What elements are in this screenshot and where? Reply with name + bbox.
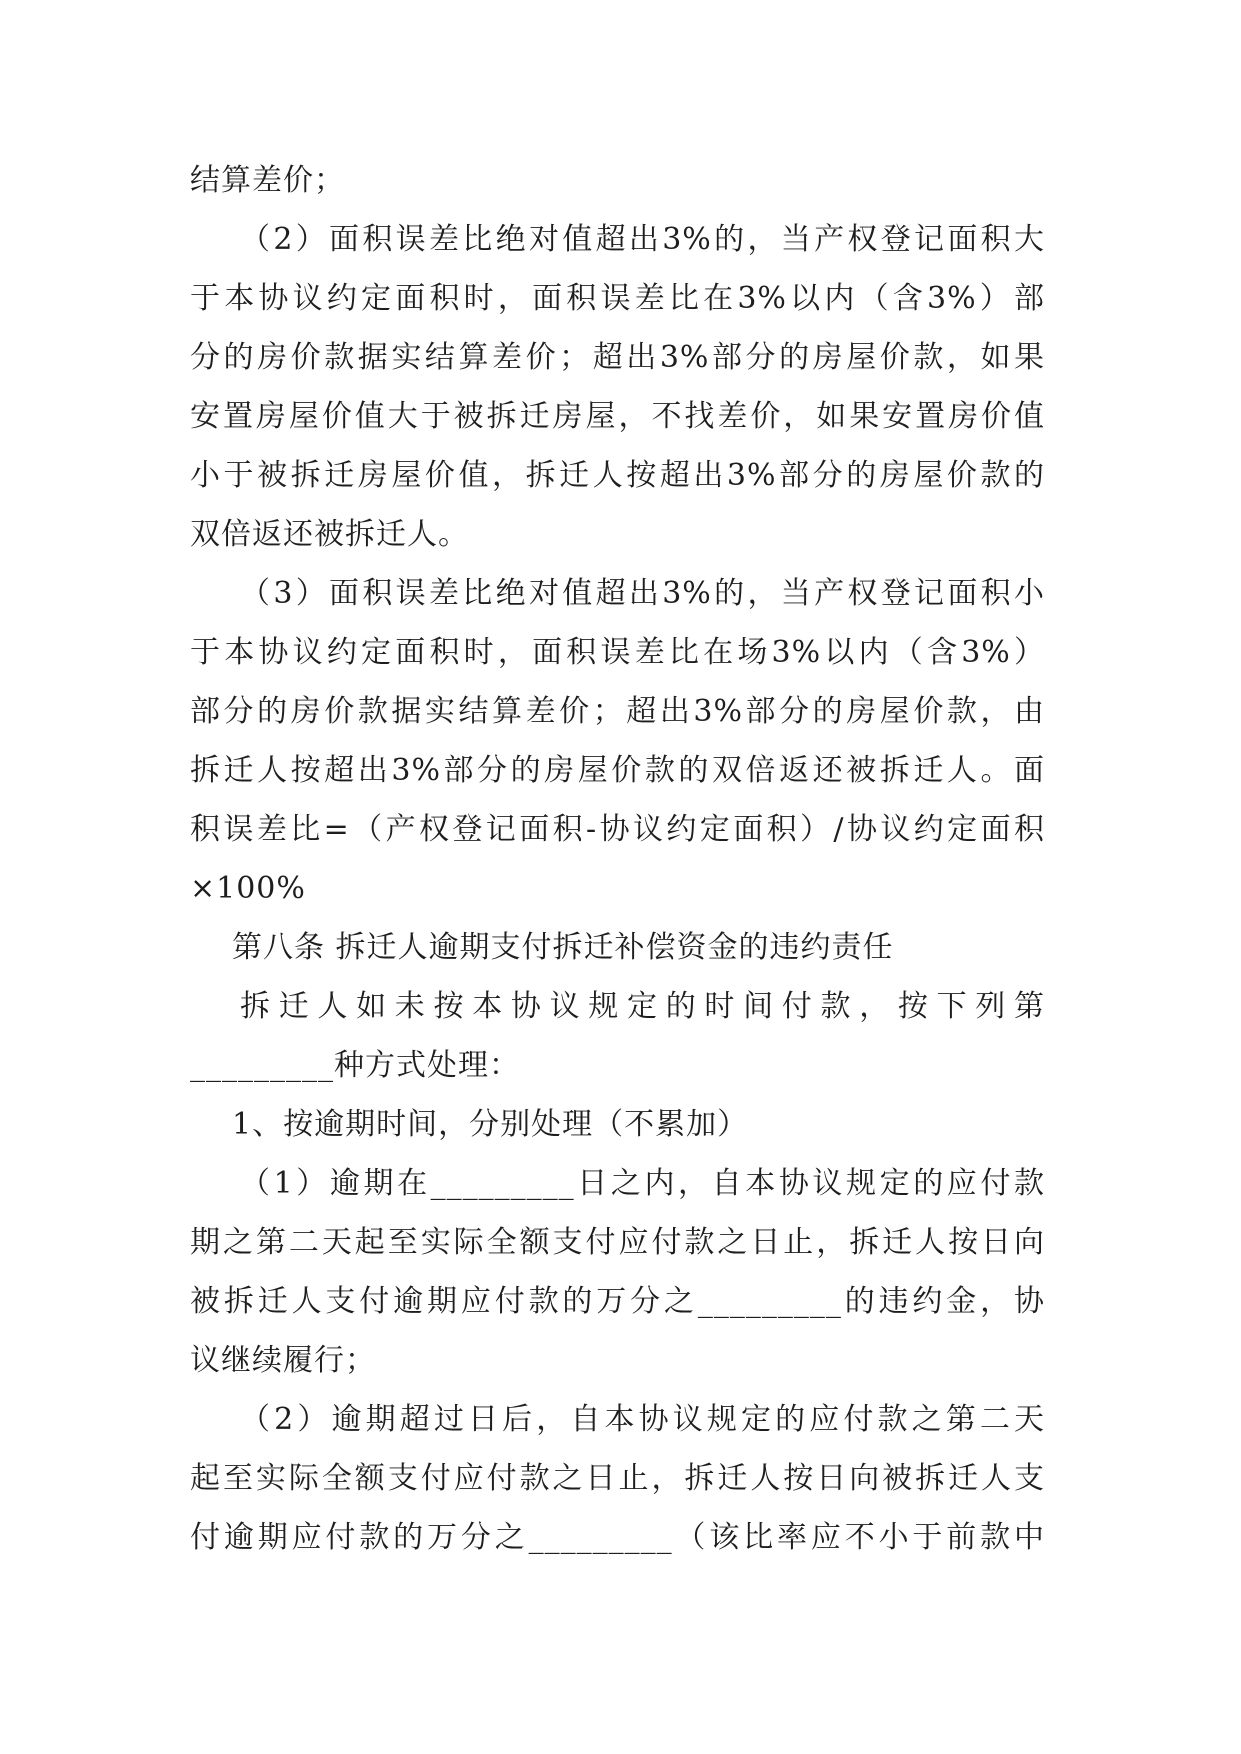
text-line: 双倍返还被拆迁人。	[190, 517, 469, 552]
text-line: 拆迁人按超出3%部分的房屋价款的双倍返还被拆迁人。面	[190, 753, 1045, 788]
text-line: （2）逾期超过日后，自本协议规定的应付款之第二天	[240, 1402, 1045, 1437]
text-line: 于本协议约定面积时，面积误差比在场3%以内（含3%）	[190, 635, 1045, 670]
text-line: 部分的房价款据实结算差价；超出3%部分的房屋价款，由	[190, 694, 1045, 729]
text-line: 分的房价款据实结算差价；超出3%部分的房屋价款，如果	[190, 340, 1045, 375]
text-line: 1、按逾期时间，分别处理（不累加）	[232, 1107, 749, 1142]
text-line: 积误差比=（产权登记面积-协议约定面积）/协议约定面积	[190, 812, 1045, 847]
text-line: 被拆迁人支付逾期应付款的万分之_________的违约金，协	[190, 1284, 1045, 1319]
text-line: （3）面积误差比绝对值超出3%的，当产权登记面积小	[240, 576, 1045, 611]
text-line: 安置房屋价值大于被拆迁房屋，不找差价，如果安置房价值	[190, 399, 1045, 434]
text-line: 结算差价；	[190, 163, 345, 198]
text-line: 拆迁人如未按本协议规定的时间付款，按下列第	[240, 989, 1045, 1024]
text-line: ×100%	[190, 871, 306, 906]
text-line: 期之第二天起至实际全额支付应付款之日止，拆迁人按日向	[190, 1225, 1045, 1260]
section-heading: 第八条 拆迁人逾期支付拆迁补偿资金的违约责任	[232, 930, 894, 965]
text-line: 起至实际全额支付应付款之日止，拆迁人按日向被拆迁人支	[190, 1461, 1045, 1496]
text-line: _________种方式处理：	[190, 1048, 520, 1083]
text-line: 付逾期应付款的万分之_________（该比率应不小于前款中	[190, 1520, 1045, 1555]
text-line: 议继续履行；	[190, 1343, 376, 1378]
text-line: （1）逾期在_________日之内，自本协议规定的应付款	[240, 1166, 1045, 1201]
text-line: 小于被拆迁房屋价值，拆迁人按超出3%部分的房屋价款的	[190, 458, 1045, 493]
text-line: （2）面积误差比绝对值超出3%的，当产权登记面积大	[240, 222, 1045, 257]
text-line: 于本协议约定面积时，面积误差比在3%以内（含3%）部	[190, 281, 1045, 316]
